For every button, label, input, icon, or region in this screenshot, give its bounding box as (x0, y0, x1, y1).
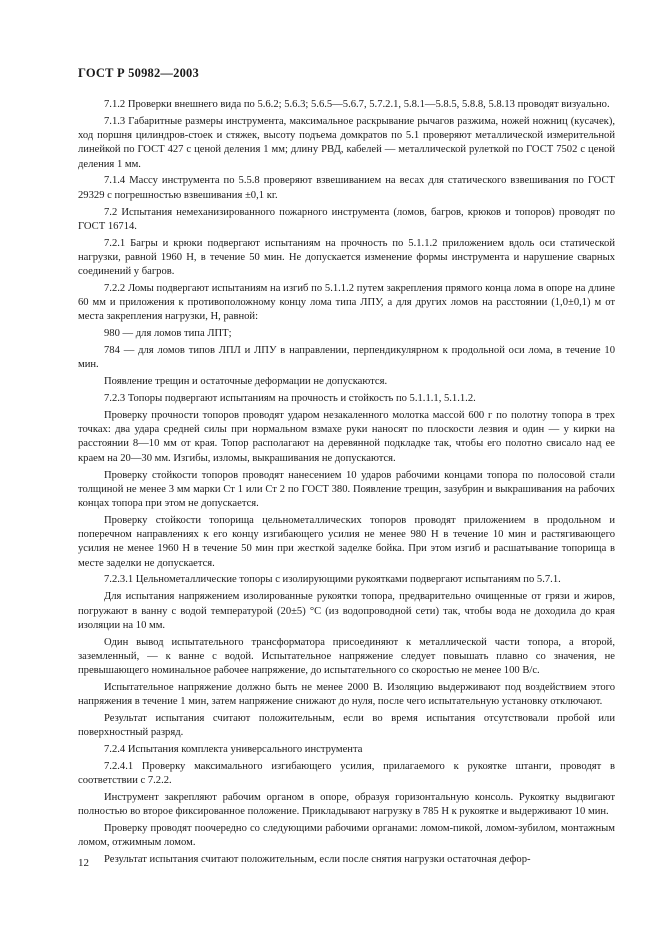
paragraph-result-deformation: Результат испытания считают положительным, если после снятия нагрузки остаточная дефор- (104, 854, 531, 866)
list-item-784: 784 — для ломов типов ЛПЛ и ЛПУ в направлении, перпендикулярном к продольной оси лома, в течение 10 мин. (78, 345, 615, 371)
paragraph-working-organs: Проверку проводят поочередно со следующими рабочими органами: ломом-пикой, ломом-зубилом, монтажным ломом, отжимным ломом. (78, 823, 615, 849)
paragraph-7-2-2: 7.2.2 Ломы подвергают испытаниям на изгиб по 5.1.1.2 путем закрепления прямого конца лома в опоре на длине 60 мм и приложения к противоположному концу лома типа ЛПУ, а для других ломов на расстоянии (1,0±0,1) м от места закрепления нагрузки, Н, равной: (78, 282, 615, 323)
paragraph-7-2-3: 7.2.3 Топоры подвергают испытаниям на прочность и стойкость по 5.1.1.1, 5.1.1.2. (104, 393, 476, 405)
paragraph-voltage-bath: Для испытания напряжением изолированные рукоятки топора, предварительно очищенные от грязи и жиров, погружают в ванну с водой температурой (20±5) °С (из водопроводной сети) так, чтобы вода не доходила до края изоляции на 10 мм. (78, 591, 615, 631)
paragraph-7-1-4: 7.1.4 Массу инструмента по 5.5.8 проверяют взвешиванием на весах для статического взвешивания по ГОСТ 29329 с погрешностью взвешивания ±0,1 кг. (78, 175, 615, 201)
page-number: 12 (78, 857, 89, 869)
standard-header: ГОСТ Р 50982—2003 (78, 66, 199, 80)
paragraph-handle-durability: Проверку стойкости топорища цельнометаллических топоров проводят приложением в продольном и поперечном направлениях к его концу изгибающего усилия не менее 980 Н в течение 10 мин и растягивающего усилия не менее 1960 Н в течение 50 мин при жесткой заделке бойка. При этом изгиб и расшатывание топорища в месте заделки не допускается. (78, 514, 615, 569)
paragraph-axe-strength: Проверку прочности топоров проводят ударом незакаленного молотка массой 600 г по полотну топора в трех точках: два удара средней силы при нормальном взмахе руки наносят по плоскости лезвия и один — у кирки на расстоянии 8—10 мм от края. Топор располагают на деревянной подкладке так, чтобы его полотно свисало над ее краем на 20—30 мм. Изгибы, изломы, выкрашивания не допускаются. (78, 409, 615, 464)
paragraph-test-voltage: Испытательное напряжение должно быть не менее 2000 В. Изоляцию выдерживают под воздействием этого напряжения в течение 1 мин, затем напряжение снижают до нуля, после чего испытательную установку отключают. (78, 682, 615, 708)
paragraph-7-1-3: 7.1.3 Габаритные размеры инструмента, максимальное раскрывание рычагов разжима, ножей ножниц (кусачек), ход поршня цилиндров-стоек и стяжек, высоту подъема домкратов по 5.1 проверяют металлической измерительной линейкой по ГОСТ 427 с ценой деления 1 мм; длину РВД, кабелей — металлической рулеткой по ГОСТ 7502 с ценой деления 1 мм. (78, 115, 615, 170)
paragraph-7-1-2: 7.1.2 Проверки внешнего вида по 5.6.2; 5.6.3; 5.6.5—5.6.7, 5.7.2.1, 5.8.1—5.8.5, 5.8.8, 5.8.13 проводят визуально. (104, 99, 610, 110)
paragraph-result-insulation: Результат испытания считают положительным, если во время испытания отсутствовали пробой или поверхностный разряд. (78, 713, 615, 739)
page-body (78, 98, 615, 870)
paragraph-axe-durability: Проверку стойкости топоров проводят нанесением 10 ударов рабочими концами топора по полосовой стали толщиной не менее 3 мм марки Ст 1 или Ст 2 по ГОСТ 380. Появление трещин, зазубрин и выкрашивания на рабочих концах топора при этом не допускается. (78, 469, 615, 510)
paragraph-7-2-4-1: 7.2.4.1 Проверку максимального изгибающего усилия, прилагаемого к рукоятке штанги, проводят в соответствии с 7.2.2. (78, 761, 615, 787)
paragraph-console: Инструмент закрепляют рабочим органом в опоре, образуя горизонтальную консоль. Рукоятку выдвигают полностью во второе фиксированное положение. Прикладывают нагрузку в 785 Н к рукоятке и выдерживают 10 мин. (78, 792, 615, 818)
paragraph-transformer: Один вывод испытательного трансформатора присоединяют к металлической части топора, а второй, заземленный, — к ванне с водой. Испытательное напряжение следует повышать плавно со значения, не превышающего номинальное рабочее напряжение, до испытательного со скоростью не менее 100 В/с. (78, 636, 615, 677)
paragraph-7-2: 7.2 Испытания немеханизированного пожарного инструмента (ломов, багров, крюков и топоров) проводят по ГОСТ 16714. (78, 206, 615, 232)
paragraph-7-2-1: 7.2.1 Багры и крюки подвергают испытаниям на прочность по 5.1.1.2 приложением вдоль оси статической нагрузки, равной 1960 Н, в течение 50 мин. Не допускается изменение формы инструмента и нарушение сварных соединений у багров. (78, 237, 615, 278)
paragraph-7-2-3-1: 7.2.3.1 Цельнометаллические топоры с изолирующими рукоятками подвергают испытаниям по 5.7.1. (104, 574, 561, 586)
list-item-980: 980 — для ломов типа ЛПТ; (104, 328, 232, 340)
paragraph-cracks: Появление трещин и остаточные деформации не допускаются. (104, 376, 388, 388)
paragraph-7-2-4: 7.2.4 Испытания комплекта универсального инструмента (104, 744, 363, 756)
